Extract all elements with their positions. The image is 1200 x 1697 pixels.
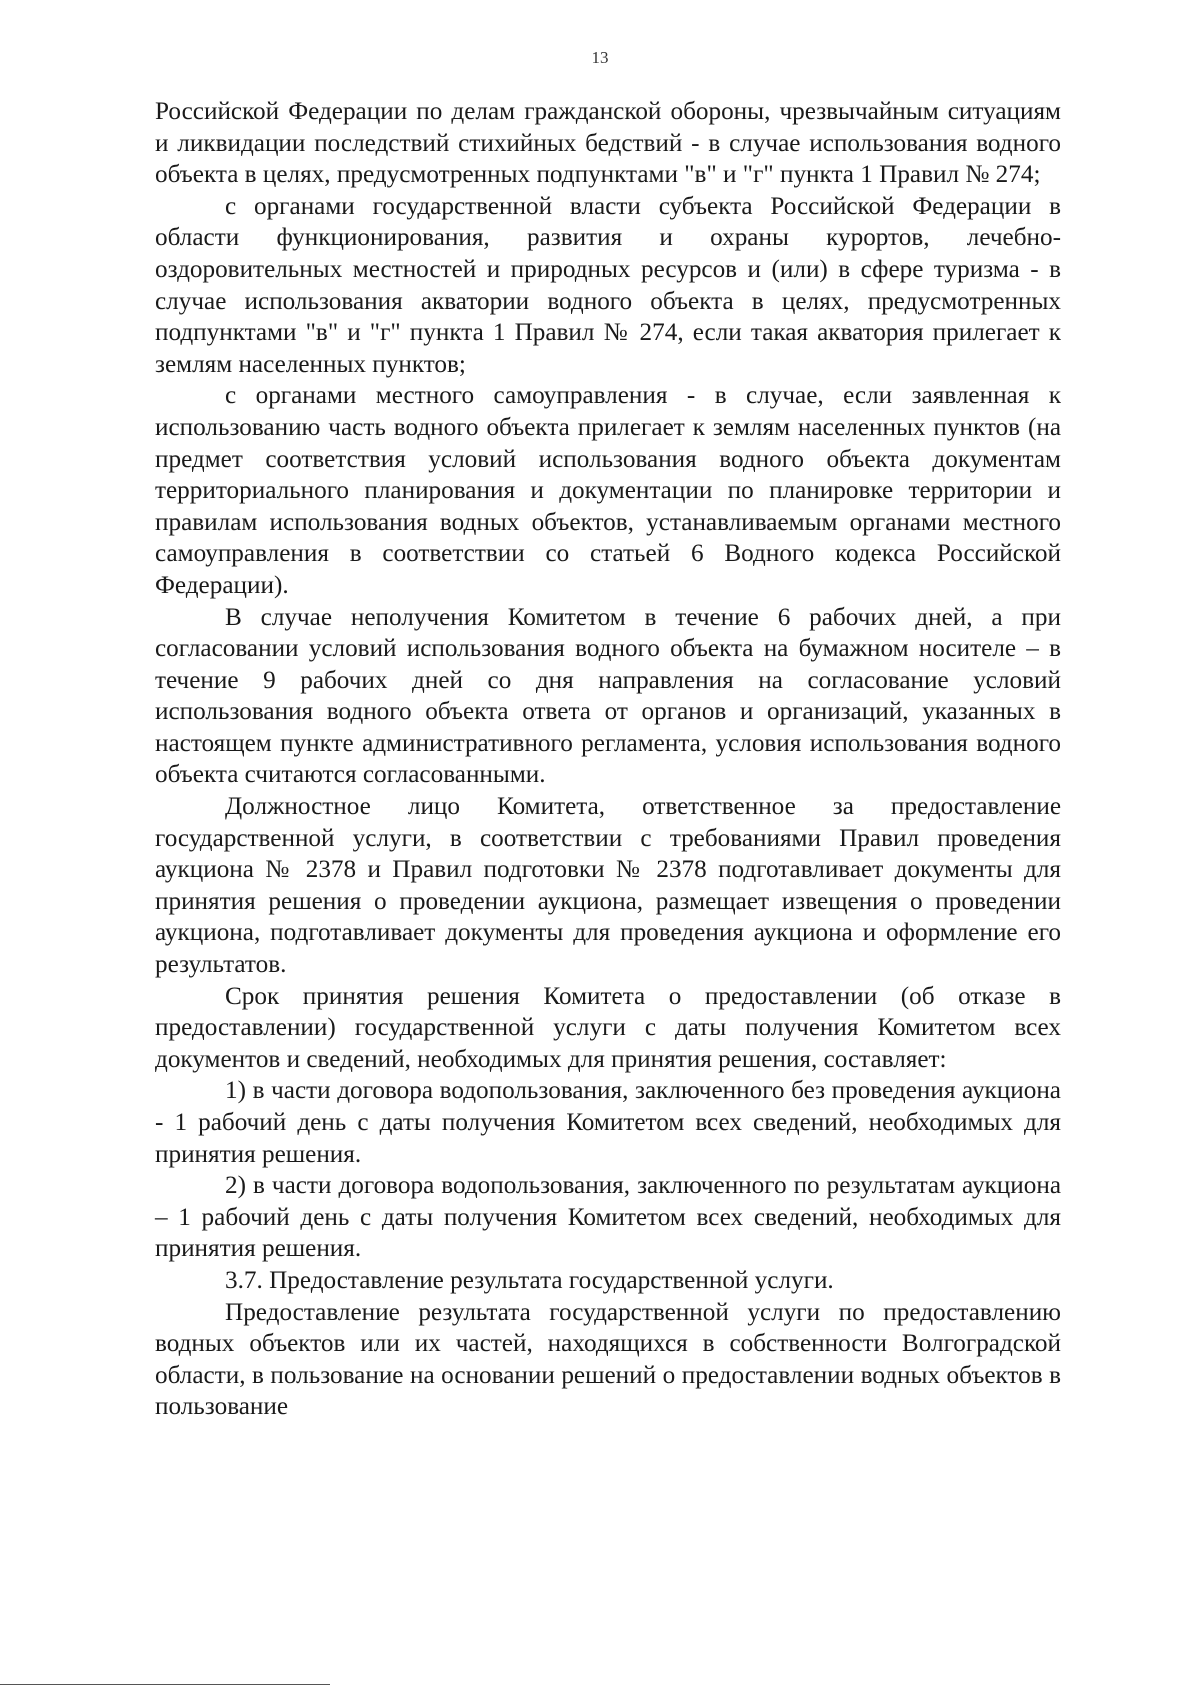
list-item-without-auction: 1) в части договора водопользования, заключенного без проведения аукциона - 1 рабочий день с даты получения Комитетом всех сведений, необходимых для принятия решения. xyxy=(155,1077,1061,1168)
paragraph-result-provision: Предоставление результата государственной услуги по предоставлению водных объектов или их частей, находящихся в собственности Волгоградской области, в пользование на основании решений о предоставлении водных объектов в пользование xyxy=(155,1298,1061,1421)
list-item-auction-results: 2) в части договора водопользования, заключенного по результатам аукциона – 1 рабочий день с даты получения Комитетом всех сведений, необходимых для принятия решения. xyxy=(155,1172,1061,1263)
paragraph-decision-term: Срок принятия решения Комитета о предоставлении (об отказе в предоставлении) государственной услуги с даты получения Комитетом всех документов и сведений, необходимых для принятия решения, составляет: xyxy=(155,982,1061,1073)
document-body xyxy=(155,96,1061,1423)
paragraph-official-duties: Должностное лицо Комитета, ответственное за предоставление государственной услуги, в соответствии с требованиями Правил проведения аукциона № 2378 и Правил подготовки № 2378 подготавливает документы для принятия решения о проведении аукциона, размещает извещения о проведении аукциона, подготавливает документы для проведения аукциона и оформление его результатов. xyxy=(155,793,1061,979)
paragraph-resorts-authority: с органами государственной власти субъекта Российской Федерации в области функционирования, развития и охраны курортов, лечебно-оздоровительных местностей и природных ресурсов и (или) в сфере туризма - в случае использования акватории водного объекта в целях, предусмотренных подпунктами "в" и "г" пункта 1 Правил № 274, если такая акватория прилегает к землям населенных пунктов; xyxy=(155,192,1061,378)
paragraph-civil-defense: Российской Федерации по делам гражданской обороны, чрезвычайным ситуациям и ликвидации последствий стихийных бедствий - в случае использования водного объекта в целях, предусмотренных подпунктами "в" и "г" пункта 1 Правил № 274; xyxy=(155,98,1061,189)
paragraph-local-government: с органами местного самоуправления - в случае, если заявленная к использованию часть водного объекта прилегает к землям населенных пунктов (на предмет соответствия условий использования водного объекта документам территориального планирования и документации по планировке территории и правилам использования водных объектов, устанавливаемым органами местного самоуправления в соответствии со статьей 6 Водного кодекса Российской Федерации). xyxy=(155,382,1061,599)
section-heading-3-7: 3.7. Предоставление результата государственной услуги. xyxy=(225,1266,834,1294)
page-number: 13 xyxy=(591,48,609,67)
footer-rule xyxy=(0,1684,330,1685)
paragraph-no-response: В случае неполучения Комитетом в течение 6 рабочих дней, а при согласовании условий использования водного объекта на бумажном носителе – в течение 9 рабочих дней со дня направления на согласование условий использования водного объекта ответа от органов и организаций, указанных в настоящем пункте административного регламента, условия использования водного объекта считаются согласованными. xyxy=(155,603,1061,789)
